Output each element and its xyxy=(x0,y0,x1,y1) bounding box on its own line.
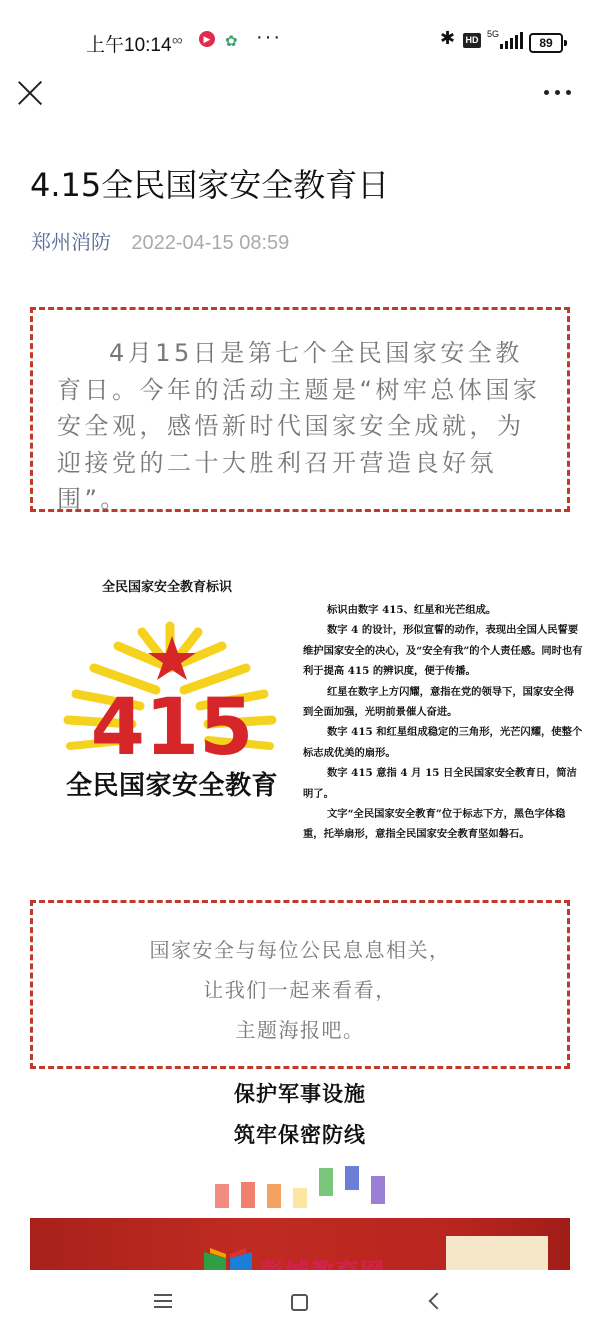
desc-line: 文字“全民国家安全教育”位于标志下方，黑色字体稳重，托举扇形，意指全民国家安全教育坚如磐石。 xyxy=(303,808,566,841)
play-icon: ▶ xyxy=(199,31,215,47)
color-bar xyxy=(293,1188,307,1208)
bluetooth-icon: ✱ xyxy=(440,28,456,48)
link-icon: ∞ xyxy=(172,32,183,49)
color-bar xyxy=(267,1184,281,1208)
decorative-color-bars xyxy=(0,1160,600,1220)
color-bar xyxy=(345,1166,359,1190)
system-nav-bar xyxy=(0,1270,600,1333)
publish-date: 2022-04-15 08:59 xyxy=(131,232,290,254)
desc-line: 数字 415 和红星组成稳定的三角形，光芒闪耀，使整个标志成优美的扇形。 xyxy=(303,726,583,759)
network-label: 5G xyxy=(487,29,500,39)
poster-intro-line: 让我们一起来看看， xyxy=(203,978,397,1002)
slogan-line: 筑牢保密防线 xyxy=(234,1123,366,1147)
poster-mini-logo xyxy=(446,1236,548,1270)
logo-numerals: 415 xyxy=(90,683,254,770)
desc-line: 数字 4 的设计，形似宣誓的动作，表现出全国人民誓要维护国家安全的决心，及“安全有我”的个人责任感。同时也有利于提高 415 的辨识度，便于传播。 xyxy=(303,624,583,678)
status-more-dots: ··· xyxy=(256,26,282,48)
article-meta xyxy=(31,226,289,255)
poster-intro-box xyxy=(30,900,570,1069)
logo-text: 全民国家安全教育 xyxy=(66,771,279,801)
author-link[interactable]: 郑州消防 xyxy=(31,230,111,254)
desc-line: 数字 415 意指 4 月 15 日全民国家安全教育日，简洁明了。 xyxy=(303,767,577,800)
desc-line: 标识由数字 415、红星和光芒组成。 xyxy=(327,604,497,616)
battery-indicator: 89 xyxy=(529,33,563,53)
status-bar xyxy=(0,0,600,84)
close-icon[interactable] xyxy=(16,79,44,107)
hd-badge: HD xyxy=(463,33,481,48)
status-time: 上午10:14 xyxy=(86,35,172,56)
logo-description xyxy=(303,600,583,845)
home-icon[interactable] xyxy=(291,1294,308,1311)
poster-intro-line: 国家安全与每位公民息息相关， xyxy=(149,938,451,962)
color-bar xyxy=(241,1182,255,1208)
color-bar xyxy=(215,1184,229,1208)
color-bar xyxy=(371,1176,385,1204)
back-icon[interactable] xyxy=(429,1293,446,1310)
mobile-icon: ✿ xyxy=(225,33,238,50)
more-icon[interactable] xyxy=(540,82,576,102)
intro-box xyxy=(30,307,570,512)
desc-line: 红星在数字上方闪耀，意指在党的领导下，国家安全得到全面加强，光明前景催人奋进。 xyxy=(303,685,575,719)
slogan-line: 保护军事设施 xyxy=(234,1082,366,1106)
signal-icon xyxy=(500,32,522,49)
poster-intro-line: 主题海报吧。 xyxy=(235,1018,365,1042)
color-bar xyxy=(319,1168,333,1196)
article-title: 4.15全民国家安全教育日 xyxy=(30,166,390,204)
intro-text: 4月15日是第七个全民国家安全教育日。今年的活动主题是“树牢总体国家安全观，感悟新时代国家安全成就，为迎接党的二十大胜利召开营造良好氛围”。 xyxy=(57,339,541,513)
menu-icon[interactable] xyxy=(154,1294,172,1308)
security-logo-image xyxy=(60,620,280,770)
logo-caption: 全民国家安全教育标识 xyxy=(102,580,233,595)
intro-paragraph xyxy=(57,335,547,518)
